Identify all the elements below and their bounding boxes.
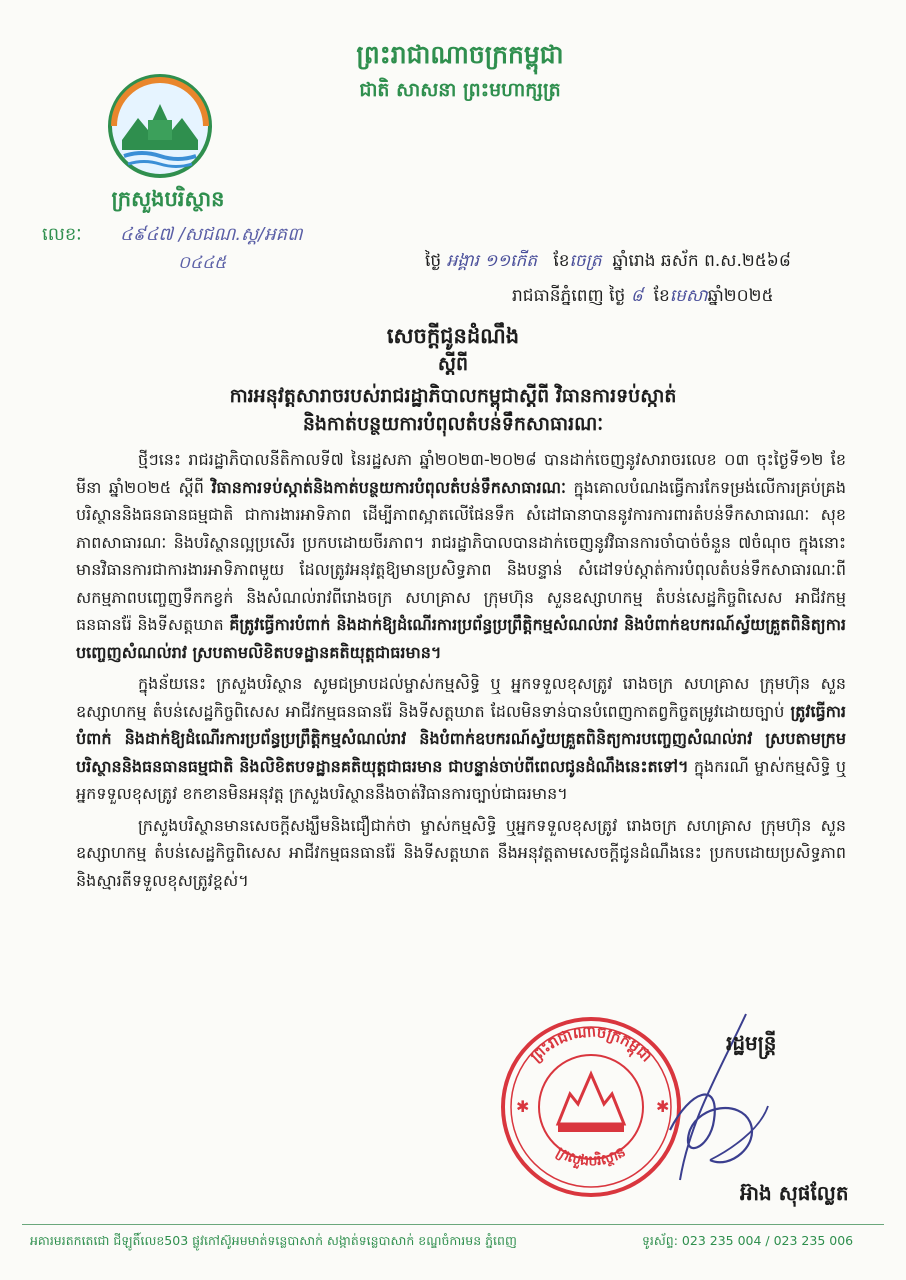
notice-subject bbox=[120, 382, 786, 438]
body-paragraph-1 bbox=[76, 446, 846, 666]
p2-text-b: ត្រូវធ្វើការបំពាក់ និងដាក់ឱ្យដំណើរការប្រព័ន្ធប្រព្រឹត្តិកម្មសំណល់រាវ និងបំពាក់ឧបករណ៍ស្វ័យគ្រួតពិនិត្យការបញ្ចេញសំណល់រាវ ស្របតាមក្រមបរិស្ថាននិងធនធានធម្មជាតិ និងលិខិតបទដ្ឋានគតិយុត្តជាធរមាន ជាបន្ទាន់ចាប់ពីពេលជូនដំណឹងនេះតទៅ។ bbox=[76, 701, 846, 776]
solar-month-prefix: ខែ bbox=[653, 286, 670, 306]
notice-title: សេចក្តីជូនដំណឹង bbox=[386, 324, 520, 348]
lunar-date bbox=[425, 250, 791, 275]
lunar-date-prefix: ថ្ងៃ bbox=[425, 251, 442, 271]
reference-suffix: ០៤៤៥ bbox=[178, 253, 227, 273]
svg-text:✱: ✱ bbox=[656, 1097, 670, 1116]
solar-date bbox=[512, 285, 774, 310]
solar-date-prefix: រាជធានីភ្នំពេញ ថ្ងៃ bbox=[512, 286, 626, 306]
p1-text-c: ក្នុងគោលបំណងធ្វើការកែទម្រង់លើការគ្រប់គ្រងបរិស្ថាននិងធនធានធម្មជាតិ ជាការងារអាទិភាព ដើម្បីភាពស្អាតលើផែនទឹក សំដៅធានាបាននូវការការពារតំបន់ទឹកសាធារណៈ សុខភាពសាធារណៈ និងបរិស្ថានល្អប្រសើរ ប្រកបដោយចីរភាព។ រាជរដ្ឋាភិបាលបានដាក់ចេញនូវវិធានការចាំបាច់ចំនួន ៧ចំណុច ក្នុងនោះមានវិធានការជាការងារអាទិភាពមួយ ដែលត្រូវអនុវត្តឱ្យមានប្រសិទ្ធភាព និងបន្ទាន់ សំដៅទប់ស្កាត់ការបំពុលតំបន់ទឹកសាធារណៈពីសកម្មភាពបញ្ចេញទឹកកខ្វក់ និងសំណល់រាវពីរោងចក្រ សហគ្រាស ក្រុមហ៊ុន សួនឧស្សាហកម្ម តំបន់សេដ្ឋកិច្ចពិសេស អាជីវកម្មធនធានរ៉ែ និងទីសត្តឃាត bbox=[76, 477, 846, 634]
ministry-name: ក្រសួងបរិស្ថាន bbox=[111, 187, 225, 211]
footer-address: អគារមរតកតេជោ ជីឡូតិ៍លេខ503 ផ្លូវកៅស៊ូអមមាត់ទន្លេបាសាក់ សង្កាត់ទន្លេបាសាក់ ខណ្ឌចំការមន ភ្នំពេញ bbox=[30, 1233, 517, 1248]
body-paragraph-3: ក្រសួងបរិស្ថានមានសេចក្តីសង្ឃឹមនិងជឿជាក់ថា ម្ចាស់កម្មសិទ្ធិ ឬអ្នកទទួលខុសត្រូវ រោងចក្រ សហគ្រាស ក្រុមហ៊ុន សួនឧស្សាហកម្ម តំបន់សេដ្ឋកិច្ចពិសេស អាជីវកម្មធនធានរ៉ែ និងទីសត្តឃាត នឹងអនុវត្តតាមសេចក្តីជូនដំណឹងនេះ ប្រកបដោយប្រសិទ្ធភាព និងស្មារតីទទួលខុសត្រូវខ្ពស់។ bbox=[76, 815, 846, 890]
solar-year: ឆ្នាំ២០២៥ bbox=[707, 286, 774, 306]
body-paragraph-2 bbox=[76, 670, 846, 808]
kingdom-heading: ព្រះរាជាណាចក្រកម្ពុជា bbox=[356, 40, 564, 69]
svg-text:ក្រសួងបរិស្ថាន bbox=[553, 1144, 628, 1169]
lunar-date-day: អង្គារ ១១កើត bbox=[446, 251, 538, 271]
p1-text-d: គឺត្រូវធ្វើការបំពាក់ និងដាក់ឱ្យដំណើរការប្រព័ន្ធប្រព្រឹត្តិកម្មសំណល់រាវ និងបំពាក់ឧបករណ៍ស្វ័យគ្រួតពិនិត្យការបញ្ចេញសំណល់រាវ ស្របតាមលិខិតបទដ្ឋានគតិយុត្តជាធរមាន។ bbox=[76, 615, 846, 662]
ministry-logo-icon bbox=[108, 74, 212, 178]
national-motto: ជាតិ សាសនា ព្រះមហាក្សត្រ bbox=[359, 79, 561, 101]
stamp-bottom-text: ក្រសួងបរិស្ថាន bbox=[553, 1144, 629, 1170]
notice-body bbox=[76, 446, 846, 898]
footer-phone: ទូរស័ព្ទ: 023 235 004 / 023 235 006 bbox=[642, 1233, 854, 1248]
notice-subject-line-2: និងកាត់បន្ថយការបំពុលតំបន់ទឹកសាធារណៈ bbox=[302, 413, 604, 435]
notice-subject-label: ស្តីពី bbox=[437, 353, 469, 375]
svg-text:ព្រះរាជាណាចក្រកម្ពុជា bbox=[527, 1022, 656, 1065]
p2-text-a: ក្នុងន័យនេះ ក្រសួងបរិស្ថាន សូមជម្រាបដល់ម្ចាស់កម្មសិទ្ធិ ឬ អ្នកទទួលខុសត្រូវ រោងចក្រ សហគ្រាស ក្រុមហ៊ុន សួនឧស្សាហកម្ម តំបន់សេដ្ឋកិច្ចពិសេស អាជីវកម្មធនធានរ៉ែ និងទីសត្តឃាត ដែលមិនទាន់បានបំពេញកាតព្វកិច្ចតម្រូវដោយច្បាប់ bbox=[76, 674, 846, 721]
minister-name: អ៊ាង សុផល្លែត bbox=[740, 1181, 849, 1205]
footer-divider bbox=[22, 1224, 884, 1225]
minister-title: រដ្ឋមន្ត្រី bbox=[726, 1031, 777, 1055]
lunar-year: ឆ្នាំរោង ឆស័ក ព.ស.២៥៦៨ bbox=[612, 251, 791, 271]
solar-month: មេសា bbox=[669, 286, 708, 306]
lunar-month-prefix: ខែ bbox=[553, 251, 570, 271]
p1-text-a: ថ្មីៗនេះ រាជរដ្ឋាភិបាលនីតិកាលទី៧ នៃរដ្ឋសភា ឆ្នាំ២០២៣-២០២៨ បានដាក់ចេញនូវសារាចរលេខ ០៣ ចុះថ្ងៃទី១២ ខែមីនា ឆ្នាំ២០២៥ ស្តីពី bbox=[76, 450, 846, 497]
p2-text-c: ក្នុងករណី ម្ចាស់កម្មសិទ្ធិ ឬ អ្នកទទួលខុសត្រូវ ខកខានមិនអនុវត្ត ក្រសួងបរិស្ថាននឹងចាត់វិធានការច្បាប់ជាធរមាន។ bbox=[76, 756, 846, 803]
notice-subject-line-1: ការអនុវត្តសារាចរបស់រាជរដ្ឋាភិបាលកម្ពុជាស្តីពី វិធានការទប់ស្កាត់ bbox=[229, 385, 677, 407]
solar-date-day: ៨ bbox=[630, 286, 643, 306]
stamp-ring-text: ព្រះរាជាណាចក្រកម្ពុជា bbox=[526, 1022, 656, 1066]
svg-text:✱: ✱ bbox=[516, 1097, 530, 1116]
reference-number: ៤៩៤៧ /សជណ.ស្ត/អគ៣ bbox=[120, 224, 303, 245]
lunar-month: ចេត្រ bbox=[569, 251, 602, 271]
p1-text-b: វិធានការទប់ស្កាត់និងកាត់បន្ថយការបំពុលតំបន់ទឹកសាធារណៈ bbox=[211, 477, 566, 497]
reference-label: លេខៈ bbox=[42, 224, 82, 245]
